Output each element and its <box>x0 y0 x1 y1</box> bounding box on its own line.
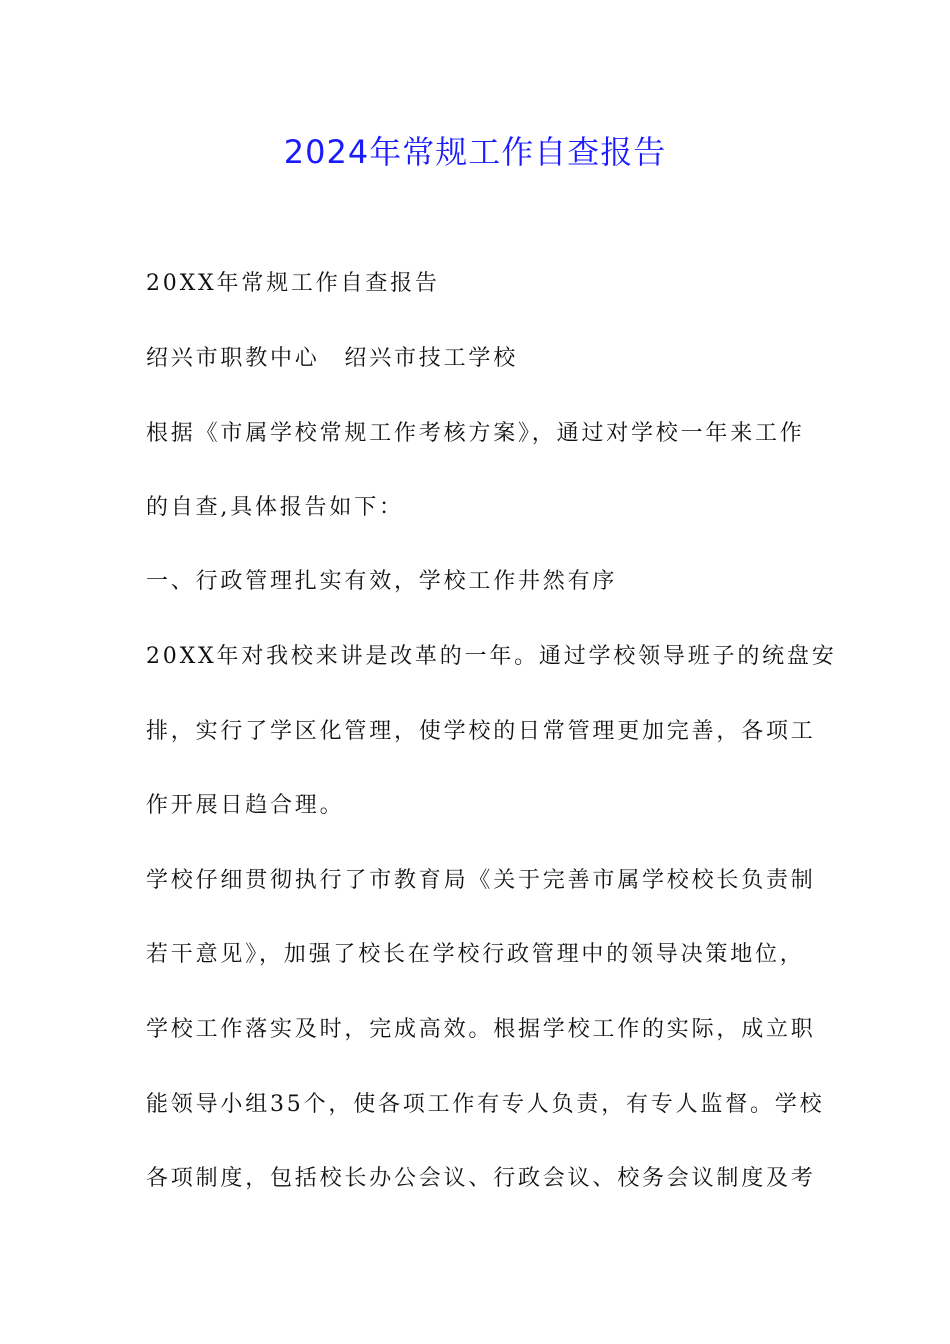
document-subtitle: 20XX年常规工作自查报告 <box>146 271 440 296</box>
paragraph-line: 各项制度，包括校长办公会议、行政会议、校务会议制度及考 <box>146 1166 816 1191</box>
paragraph-line: 学校工作落实及时，完成高效。根据学校工作的实际，成立职 <box>146 1017 816 1042</box>
paragraph-line: 20XX年对我校来讲是改革的一年。通过学校领导班子的统盘安 <box>146 644 837 669</box>
paragraph-line: 作开展日趋合理。 <box>146 793 345 818</box>
paragraph-line: 能领导小组35个，使各项工作有专人负责，有专人监督。学校 <box>146 1092 825 1117</box>
section-heading: 一、行政管理扎实有效，学校工作井然有序 <box>146 569 618 594</box>
paragraph-line: 若干意见》，加强了校长在学校行政管理中的领导决策地位， <box>146 942 805 967</box>
paragraph-line: 排，实行了学区化管理，使学校的日常管理更加完善，各项工 <box>146 719 816 744</box>
paragraph-line: 学校仔细贯彻执行了市教育局《关于完善市属学校校长负责制 <box>146 868 816 893</box>
paragraph-line: 根据《市属学校常规工作考核方案》，通过对学校一年来工作 <box>146 421 805 446</box>
paragraph-line: 的自查,具体报告如下： <box>146 495 404 520</box>
document-title: 2024年常规工作自查报告 <box>283 133 667 171</box>
document-organization: 绍兴市职教中心 绍兴市技工学校 <box>146 346 519 371</box>
